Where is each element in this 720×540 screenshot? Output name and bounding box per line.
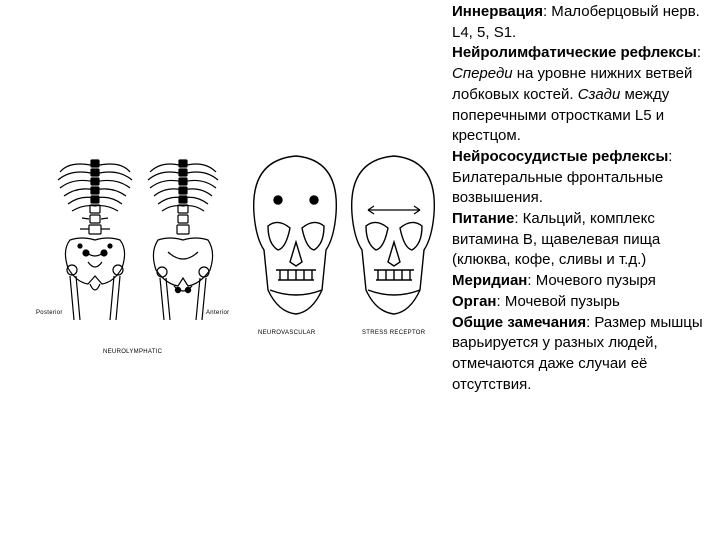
meridian-label: Меридиан (452, 272, 528, 290)
notes-paragraph (452, 313, 714, 396)
meridian-paragraph (452, 271, 714, 292)
posterior-skeleton (58, 160, 132, 320)
neurovascular-label: NEUROVASCULAR (258, 330, 316, 336)
innervation-label: Иннервация (452, 3, 543, 20)
posterior-label: Posterior (36, 310, 63, 316)
neurolymphatic-label: NEUROLYMPHATIC (103, 349, 163, 355)
neurovascular-label: Нейрососудистые рефлексы (452, 147, 669, 165)
stress-receptor-skull (352, 156, 435, 314)
neurolymphatic-front-text: на уровне нижних ветвей лобковых костей. (452, 65, 693, 103)
nutrition-value: : Кальций, комплекс витамина B, щавелевая пища (клюква, кофе, сливы и т.д.) (452, 210, 661, 269)
anterior-label: Anterior (206, 310, 230, 316)
neurovascular-skull (254, 156, 337, 314)
neurolymphatic-label: Нейролимфатические рефлексы (452, 44, 697, 62)
innervation-value: : Малоберцовый нерв. L4, 5, S1. (452, 3, 700, 41)
neurolymphatic-front-word: Спереди (452, 65, 513, 83)
muscle-info-text (452, 2, 714, 395)
neurolymphatic-back-text: между поперечными отростками L5 и крестцом. (452, 85, 670, 145)
organ-paragraph (452, 292, 714, 313)
neurovascular-paragraph (452, 147, 714, 209)
organ-label: Орган (452, 292, 497, 310)
organ-value: : Мочевой пузырь (496, 292, 620, 310)
neurolymphatic-back-word: Сзади (577, 85, 621, 103)
neurolymphatic-paragraph (452, 43, 714, 147)
notes-label: Общие замечания (452, 313, 587, 331)
anterior-skeleton (148, 160, 218, 320)
nutrition-paragraph (452, 209, 714, 271)
stress-receptor-label: STRESS RECEPTOR (362, 330, 426, 336)
notes-value: : Размер мышцы варьируется у разных людей, отмечаются даже случаи её отсутствия. (452, 313, 703, 393)
nutrition-label: Питание (452, 210, 515, 228)
innervation-paragraph (452, 2, 714, 43)
neurovascular-value: : Билатеральные фронтальные возвышения. (452, 147, 673, 207)
meridian-value: : Мочевого пузыря (527, 272, 656, 290)
neurolymphatic-separator: : (696, 44, 702, 62)
